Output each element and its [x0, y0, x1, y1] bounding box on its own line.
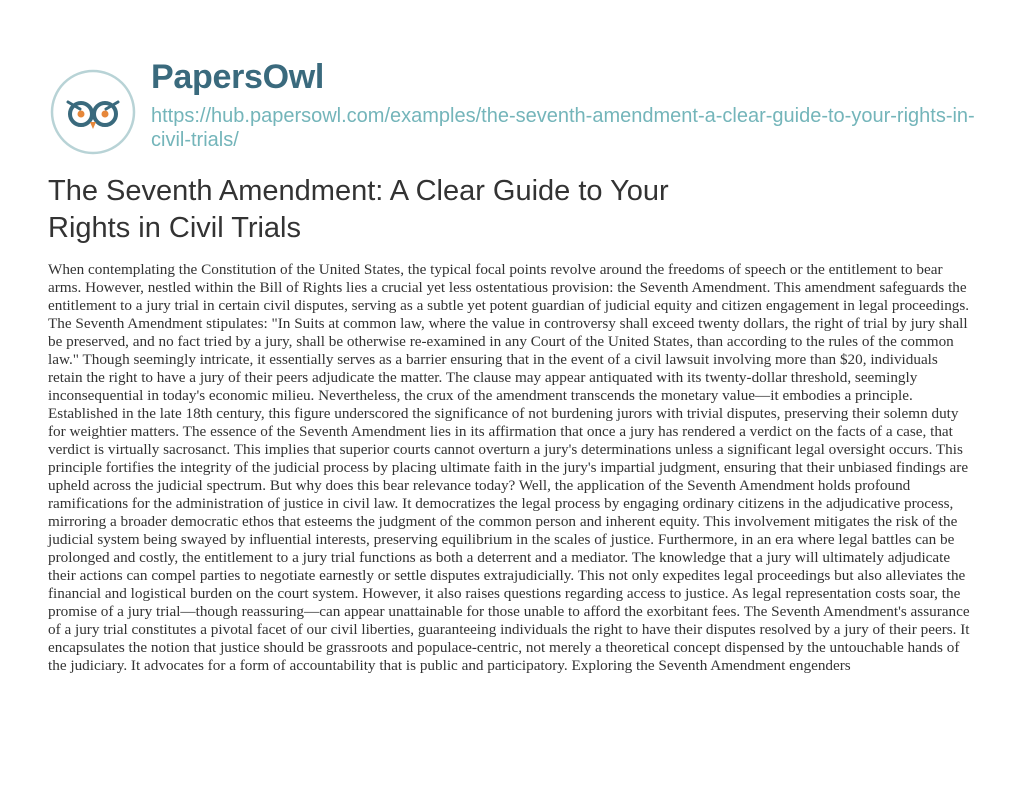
- site-header: [48, 45, 988, 155]
- page-url[interactable]: https://hub.papersowl.com/examples/the-seventh-amendment-a-clear-guide-to-your-rights-in-civil-trials/: [151, 105, 975, 151]
- article-title: The Seventh Amendment: A Clear Guide to Your Rights in Civil Trials: [48, 175, 669, 244]
- brand-name[interactable]: PapersOwl: [151, 58, 325, 96]
- owl-logo-icon: [50, 69, 136, 155]
- article-body: When contemplating the Constitution of the United States, the typical focal points revolve around the freedoms of speech or the entitlement to bear arms. However, nestled within the Bill of Rights lies a crucial yet less ostentatious provision: the Seventh Amendment. This amendment safeguards the entitlement to a jury trial in certain civil disputes, serving as a subtle yet potent guardian of judicial equity and citizen engagement in legal proceedings. The Seventh Amendment stipulates: "In Suits at common law, where the value in controversy shall exceed twenty dollars, the right of trial by jury shall be preserved, and no fact tried by a jury, shall be otherwise re-examined in any Court of the United States, than according to the rules of the common law." Though seemingly intricate, it essentially serves as a barrier ensuring that in the event of a civil lawsuit involving more than $20, individuals retain the right to have a jury of their peers adjudicate the matter. The clause may appear antiquated with its twenty-dollar threshold, seemingly inconsequential in today's economic milieu. Nevertheless, the crux of the amendment transcends the monetary value—it embodies a principle. Established in the late 18th century, this figure underscored the significance of not burdening jurors with trivial disputes, preserving their solemn duty for weightier matters. The essence of the Seventh Amendment lies in its affirmation that once a jury has rendered a verdict on the facts of a case, that verdict is virtually sacrosanct. This implies that superior courts cannot overturn a jury's determinations unless a significant legal oversight occurs. This principle fortifies the integrity of the judicial process by placing ultimate faith in the jury's impartial judgment, ensuring that their unbiased findings are upheld across the judicial spectrum. But why does this bear relevance today? Well, the application of the Seventh Amendment holds profound ramifications for the administration of justice in civil law. It democratizes the legal process by engaging ordinary citizens in the adjudicative process, mirroring a broader democratic ethos that esteems the judgment of the common person and inherent equity. This involvement mitigates the risk of the judicial system being swayed by influential interests, preserving equilibrium in the scales of justice. Furthermore, in an era where legal battles can be prolonged and costly, the entitlement to a jury trial functions as both a deterrent and a mediator. The knowledge that a jury will ultimately adjudicate their actions can compel parties to negotiate earnestly or settle disputes extrajudicially. This not only expedites legal proceedings but also alleviates the financial and logistical burden on the court system. However, it also raises questions regarding access to justice. As legal representation costs soar, the promise of a jury trial—though reassuring—can appear unattainable for those unable to afford the exorbitant fees. The Seventh Amendment's assurance of a jury trial constitutes a pivotal facet of our civil liberties, guaranteeing individuals the right to have their disputes resolved by a jury of their peers. It encapsulates the notion that justice should be grassroots and populace-centric, not merely a theoretical concept dispensed by the untouchable hands of the judiciary. It advocates for a form of accountability that is public and participatory. Exploring the Seventh Amendment engenders: [48, 261, 970, 674]
